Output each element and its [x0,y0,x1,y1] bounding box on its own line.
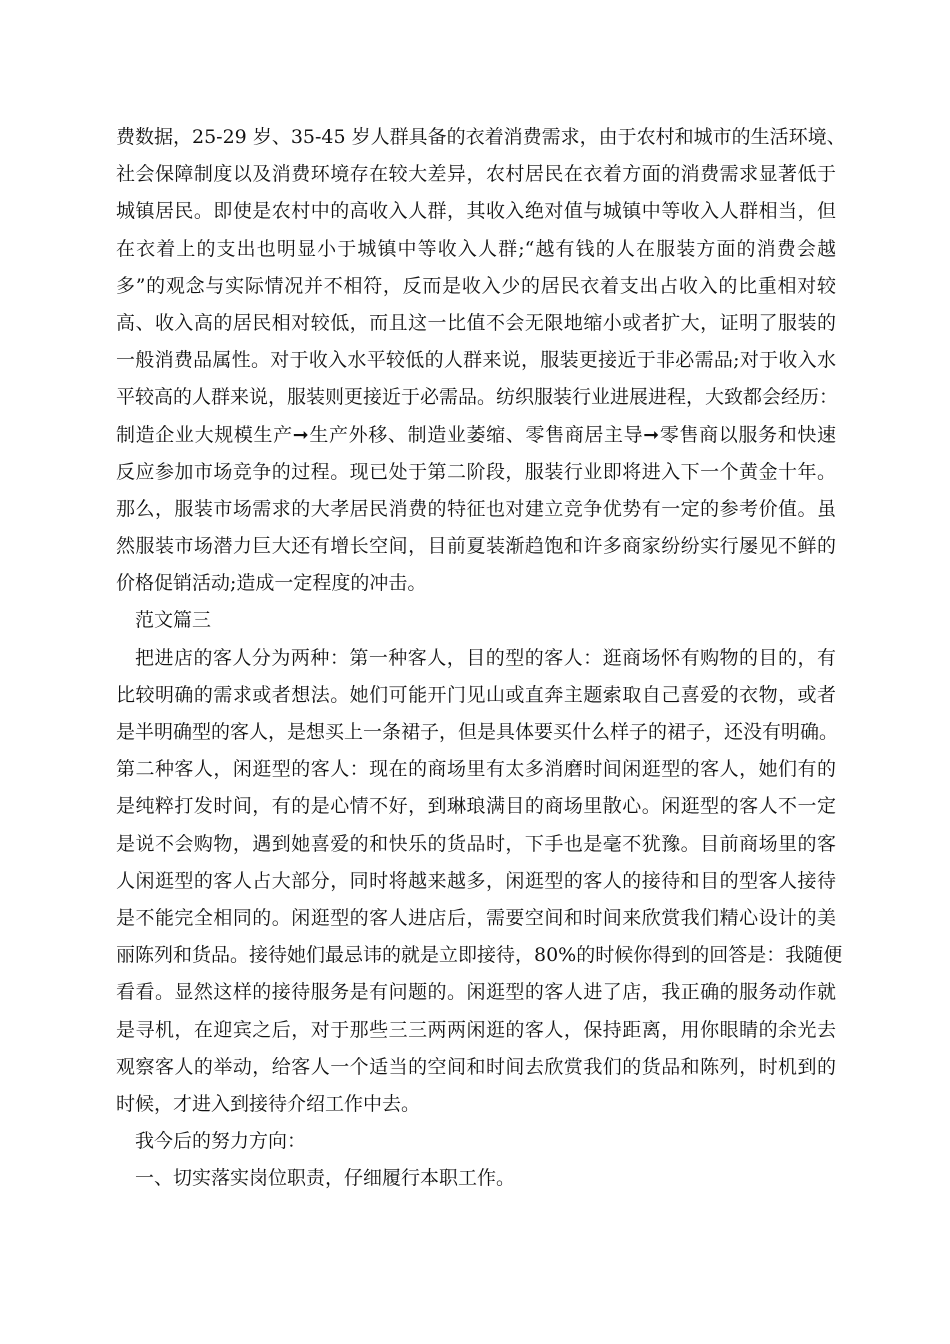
text-line: 然服装市场潜力巨大还有增长空间，目前夏装渐趋饱和许多商家纷纷实行屡见不鲜的 [116,535,836,558]
text-line: 是不能完全相同的。闲逛型的客人进店后，需要空间和时间来欣赏我们精心设计的美 [116,906,836,929]
text-line: 费数据，25-29 岁、35-45 岁人群具备的衣着消费需求，由于农村和城市的生活环境、 [116,126,846,148]
text-line: 丽陈列和货品。接待她们最忌讳的就是立即接待，80%的时候你得到的回答是：我随便 [116,944,843,967]
text-line: 平较高的人群来说，服装则更接近于必需品。纺织服装行业进展进程，大致都会经历： [116,386,839,409]
text-line: 一般消费品属性。对于收入水平较低的人群来说，服装更接近于非必需品;对于收入水 [116,349,836,372]
text-line: 是寻机，在迎宾之后，对于那些三三两两闲逛的客人，保持距离，用你眼睛的余光去 [116,1018,836,1041]
text-line: 高、收入高的居民相对较低，而且这一比值不会无限地缩小或者扩大，证明了服装的 [116,311,836,334]
text-line: 是说不会购物，遇到她喜爱的和快乐的货品时，下手也是毫不犹豫。目前商场里的客 [116,832,836,855]
text-line: 社会保障制度以及消费环境存在较大差异，农村居民在衣着方面的消费需求显著低于 [116,163,836,186]
section-heading: 范文篇三 [135,609,212,632]
text-line: 比较明确的需求或者想法。她们可能开门见山或直奔主题索取自己喜爱的衣物，或者 [116,683,836,706]
list-item: 一、切实落实岗位职责，仔细履行本职工作。 [135,1167,516,1190]
text-line: 人闲逛型的客人占大部分，同时将越来越多，闲逛型的客人的接待和目的型客人接待 [116,869,836,892]
text-line: 反应参加市场竞争的过程。现已处于第二阶段，服装行业即将进入下一个黄金十年。 [116,460,836,483]
section-heading: 我今后的努力方向： [135,1130,307,1153]
text-line: 第二种客人，闲逛型的客人：现在的商场里有太多消磨时间闲逛型的客人，她们有的 [116,758,836,781]
paragraph-first-line: 把进店的客人分为两种：第一种客人，目的型的客人：逛商场怀有购物的目的，有 [135,646,836,669]
paragraph-end-line: 价格促销活动;造成一定程度的冲击。 [116,572,427,595]
text-line: 是半明确型的客人，是想买上一条裙子，但是具体要买什么样子的裙子，还没有明确。 [116,721,839,743]
text-line: 城镇居民。即使是农村中的高收入人群，其收入绝对值与城镇中等收入人群相当，但 [116,200,836,223]
text-line: 看看。显然这样的接待服务是有问题的。闲逛型的客人进了店，我正确的服务动作就 [116,981,836,1004]
text-line: 观察客人的举动，给客人一个适当的空间和时间去欣赏我们的货品和陈列，时机到的 [116,1055,836,1078]
paragraph-end-line: 时候，才进入到接待介绍工作中去。 [116,1092,421,1115]
text-line: 那么，服装市场需求的大孝居民消费的特征也对建立竞争优势有一定的参考价值。虽 [116,497,836,520]
text-line: 是纯粹打发时间，有的是心情不好，到琳琅满目的商场里散心。闲逛型的客人不一定 [116,795,836,818]
text-line: 在衣着上的支出也明显小于城镇中等收入人群;“越有钱的人在服装方面的消费会越 [116,237,836,260]
document-body [116,119,846,1197]
text-line: 多”的观念与实际情况并不相符，反而是收入少的居民衣着支出占收入的比重相对较 [116,274,836,297]
text-line: 制造企业大规模生产➞生产外移、制造业萎缩、零售商居主导➞零售商以服务和快速 [116,423,836,446]
